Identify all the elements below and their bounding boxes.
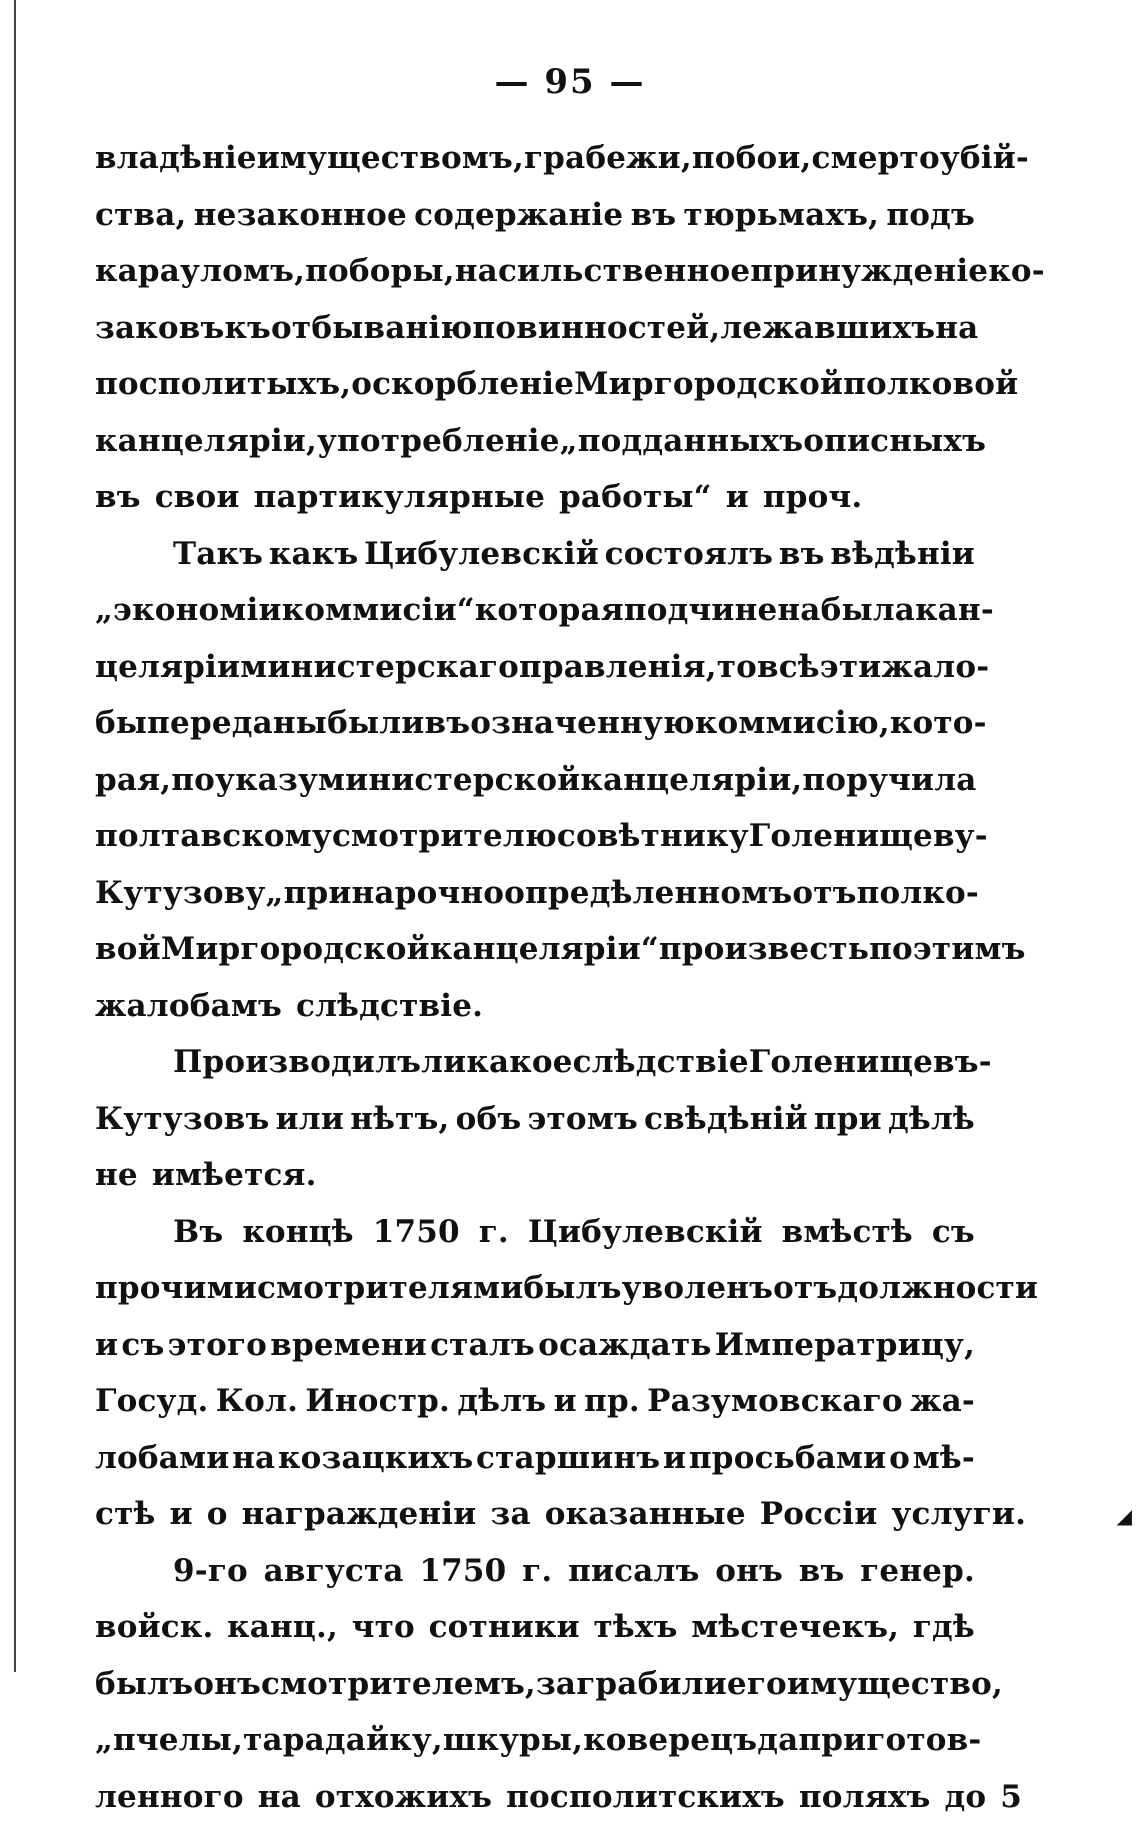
- word: по: [171, 762, 215, 798]
- word: г.: [522, 1553, 552, 1589]
- word: къ: [224, 310, 271, 346]
- word: съ: [121, 1327, 164, 1363]
- word: дѣлѣ: [888, 1101, 975, 1137]
- word: онъ: [715, 1553, 783, 1589]
- text-line: [95, 310, 975, 367]
- word: смотрителю: [332, 818, 557, 854]
- word: Госуд.: [95, 1383, 208, 1419]
- word: поручила: [802, 762, 976, 798]
- word: Миргородской: [574, 366, 843, 402]
- word: Императрицу,: [715, 1327, 975, 1363]
- word: на: [232, 1440, 275, 1476]
- word: смотрителями: [257, 1270, 523, 1306]
- word: Иностр.: [305, 1383, 450, 1419]
- word: посполитскихъ: [506, 1779, 785, 1815]
- word: нарочно: [352, 875, 505, 911]
- word: канц.,: [227, 1609, 338, 1645]
- word: 9-го: [173, 1553, 248, 1589]
- text-line: [95, 649, 975, 706]
- word: Голенищевъ-: [749, 1044, 992, 1080]
- word: целяріи: [95, 649, 240, 685]
- word: 1750: [419, 1553, 506, 1589]
- word: свои: [155, 479, 240, 515]
- word: Кол.: [216, 1383, 298, 1419]
- text-line: [95, 253, 975, 310]
- page-edge-line: [14, 0, 16, 1672]
- word: означенную: [470, 705, 695, 741]
- word: Миргородской: [161, 931, 430, 967]
- word: Въ: [173, 1214, 223, 1250]
- word: насильственное: [455, 253, 750, 289]
- word: и: [663, 1440, 686, 1476]
- text-line: [95, 140, 975, 197]
- word: кото-: [890, 705, 987, 741]
- word: имущество,: [787, 1666, 1003, 1702]
- word: просьбами: [689, 1440, 886, 1476]
- word: коммисію,: [695, 705, 890, 741]
- word: оказанные: [545, 1496, 746, 1532]
- word: 5: [1000, 1779, 1022, 1815]
- word: министерскаго: [240, 649, 519, 685]
- text-line: [95, 592, 975, 649]
- word: канцеляріи“: [430, 931, 659, 967]
- word: отъ: [792, 875, 856, 911]
- word: полтавскому: [95, 818, 332, 854]
- text-line: [95, 1440, 975, 1497]
- word: кан-: [915, 592, 994, 628]
- word: и: [726, 479, 749, 515]
- word: г.: [479, 1214, 509, 1250]
- word: стѣ: [95, 1496, 155, 1532]
- text-line: [95, 1101, 975, 1158]
- word: что: [352, 1609, 415, 1645]
- word: содержаніе: [414, 197, 623, 233]
- word: рая,: [95, 762, 171, 798]
- word: уволенъ: [622, 1270, 774, 1306]
- word: свѣдѣній: [644, 1101, 808, 1137]
- word: ства,: [95, 197, 187, 233]
- page-number: — 95 —: [0, 62, 1140, 102]
- word: до: [945, 1779, 987, 1815]
- text-line: [95, 762, 975, 819]
- word: ленного: [95, 1779, 244, 1815]
- word: времени: [270, 1327, 427, 1363]
- word: генер.: [860, 1553, 975, 1589]
- word: вой: [95, 931, 161, 967]
- word: смертоубій-: [812, 140, 1029, 176]
- text-line: [95, 931, 975, 988]
- word: вмѣстѣ: [782, 1214, 913, 1250]
- word: въ: [95, 479, 141, 515]
- word: эти: [820, 649, 882, 685]
- word: въ: [799, 1553, 845, 1589]
- word: какое: [466, 1044, 572, 1080]
- word: или: [276, 1101, 344, 1137]
- word: заграбили: [536, 1666, 727, 1702]
- word: „пчелы,: [95, 1722, 243, 1758]
- text-line: [95, 1214, 975, 1271]
- word: были: [327, 705, 424, 741]
- word: жа-: [910, 1383, 975, 1419]
- word: партикулярные: [254, 479, 545, 515]
- word: „при: [266, 875, 352, 911]
- word: нѣтъ,: [350, 1101, 449, 1137]
- word: жало-: [881, 649, 989, 685]
- word: имѣется.: [152, 1157, 317, 1193]
- text-line: [95, 1722, 975, 1779]
- word: Разумовскаго: [647, 1383, 903, 1419]
- text-line: [95, 1496, 975, 1553]
- word: сталъ: [430, 1327, 535, 1363]
- word: оскорбленіе: [351, 366, 574, 402]
- word: принужденіе: [750, 253, 988, 289]
- text-line: [95, 536, 975, 593]
- word: 1750: [373, 1214, 460, 1250]
- word: произвесть: [659, 931, 869, 967]
- word: ли: [421, 1044, 466, 1080]
- text-line: [95, 988, 975, 1045]
- word: незаконное: [194, 197, 407, 233]
- word: козацкихъ: [278, 1440, 473, 1476]
- word: о: [207, 1496, 228, 1532]
- word: и: [95, 1327, 118, 1363]
- word: поляхъ: [799, 1779, 931, 1815]
- word: его: [727, 1666, 787, 1702]
- word: поборы,: [305, 253, 455, 289]
- word: дѣлъ: [457, 1383, 546, 1419]
- word: Россіи: [760, 1496, 878, 1532]
- word: употребленіе: [317, 423, 560, 459]
- word: Такъ: [173, 536, 263, 572]
- word: повинностей,: [472, 310, 720, 346]
- word: Кутузовъ: [95, 1101, 269, 1137]
- word: слѣдствіе: [573, 1044, 749, 1080]
- word: о: [889, 1440, 910, 1476]
- text-line: [95, 423, 975, 480]
- word: гдѣ: [913, 1609, 975, 1645]
- text-line: [95, 1327, 975, 1384]
- word: и: [554, 1383, 577, 1419]
- body-text: [95, 140, 975, 1835]
- word: по: [869, 931, 913, 967]
- word: указу: [215, 762, 318, 798]
- text-line: [95, 1044, 975, 1101]
- word: „подданныхъ: [560, 423, 804, 459]
- word: лобами: [95, 1440, 229, 1476]
- word: лежавшихъ: [720, 310, 935, 346]
- word: подчинена: [624, 592, 821, 628]
- word: былъ: [523, 1270, 621, 1306]
- text-line: [95, 818, 975, 875]
- word: мѣстечекъ,: [691, 1609, 899, 1645]
- word: министерской: [318, 762, 580, 798]
- word: слѣдствіе.: [296, 988, 483, 1024]
- text-line: [95, 1157, 975, 1214]
- word: Цибулевскій: [528, 1214, 763, 1250]
- word: писалъ: [568, 1553, 699, 1589]
- word: совѣтнику: [557, 818, 749, 854]
- word: владѣніе: [95, 140, 257, 176]
- word: была: [821, 592, 916, 628]
- word: онъ: [193, 1666, 261, 1702]
- word: полковой: [843, 366, 1018, 402]
- text-line: [95, 1666, 975, 1723]
- word: вѣдѣніи: [830, 536, 975, 572]
- word: описныхъ: [803, 423, 986, 459]
- word: должности: [837, 1270, 1038, 1306]
- word: тарадайку,: [243, 1722, 443, 1758]
- word: Производилъ: [173, 1044, 421, 1080]
- word: концѣ: [242, 1214, 353, 1250]
- word: переданы: [147, 705, 327, 741]
- word: былъ: [95, 1666, 193, 1702]
- word: проч.: [763, 479, 863, 515]
- word: августа: [264, 1553, 404, 1589]
- word: то: [717, 649, 757, 685]
- word: которая: [475, 592, 624, 628]
- word: тюрьмахъ,: [684, 197, 880, 233]
- word: сотники: [429, 1609, 580, 1645]
- word: въ: [425, 705, 471, 741]
- word: этого: [168, 1327, 267, 1363]
- word: „экономіи: [95, 592, 282, 628]
- word: канцеляріи,: [95, 423, 317, 459]
- word: какъ: [269, 536, 358, 572]
- word: въ: [779, 536, 825, 572]
- text-line: [95, 1270, 975, 1327]
- scan-corner-mark: ◢: [1117, 1504, 1132, 1528]
- word: канцеляріи,: [580, 762, 802, 798]
- word: Кутузову: [95, 875, 266, 911]
- word: за: [490, 1496, 530, 1532]
- word: имуществомъ,: [257, 140, 524, 176]
- word: пр.: [584, 1383, 640, 1419]
- text-line: [95, 479, 975, 536]
- word: Цибулевскій: [364, 536, 599, 572]
- word: награжденіи: [242, 1496, 477, 1532]
- word: коммисіи“: [282, 592, 475, 628]
- word: приготов-: [798, 1722, 981, 1758]
- word: отхожихъ: [315, 1779, 492, 1815]
- word: побои,: [692, 140, 812, 176]
- word: полко-: [857, 875, 979, 911]
- word: мѣ-: [913, 1440, 975, 1476]
- text-line: [95, 1553, 975, 1610]
- word: Голенищеву-: [749, 818, 988, 854]
- word: отъ: [773, 1270, 837, 1306]
- text-line: [95, 705, 975, 762]
- text-line: [95, 1609, 975, 1666]
- word: ко-: [988, 253, 1045, 289]
- word: этимъ: [913, 931, 1026, 967]
- word: подъ: [886, 197, 975, 233]
- word: состоялъ: [605, 536, 773, 572]
- word: жалобамъ: [95, 988, 282, 1024]
- word: всѣ: [757, 649, 820, 685]
- word: въ: [631, 197, 677, 233]
- word: смотрителемъ,: [261, 1666, 536, 1702]
- word: правленія,: [519, 649, 717, 685]
- word: тѣхъ: [594, 1609, 678, 1645]
- word: посполитыхъ,: [95, 366, 351, 402]
- word: прочими: [95, 1270, 257, 1306]
- word: войск.: [95, 1609, 213, 1645]
- word: грабежи,: [524, 140, 692, 176]
- word: осаждать: [538, 1327, 712, 1363]
- word: карауломъ,: [95, 253, 305, 289]
- word: опредѣленномъ: [504, 875, 792, 911]
- word: коверецъ: [583, 1722, 757, 1758]
- word: бы: [95, 705, 147, 741]
- word: услуги.: [891, 1496, 1026, 1532]
- word: да: [757, 1722, 798, 1758]
- word: работы“: [559, 479, 712, 515]
- word: этомъ: [527, 1101, 637, 1137]
- word: заковъ: [95, 310, 224, 346]
- word: при: [814, 1101, 882, 1137]
- word: отбыванію: [271, 310, 472, 346]
- text-line: [95, 197, 975, 254]
- text-line: [95, 875, 975, 932]
- word: съ: [932, 1214, 975, 1250]
- word: старшинъ: [476, 1440, 660, 1476]
- text-line: [95, 366, 975, 423]
- text-line: [95, 1383, 975, 1440]
- text-line: [95, 1779, 975, 1835]
- word: шкуры,: [443, 1722, 583, 1758]
- word: не: [95, 1157, 138, 1193]
- word: на: [935, 310, 978, 346]
- word: объ: [456, 1101, 522, 1137]
- word: и: [169, 1496, 192, 1532]
- word: на: [258, 1779, 301, 1815]
